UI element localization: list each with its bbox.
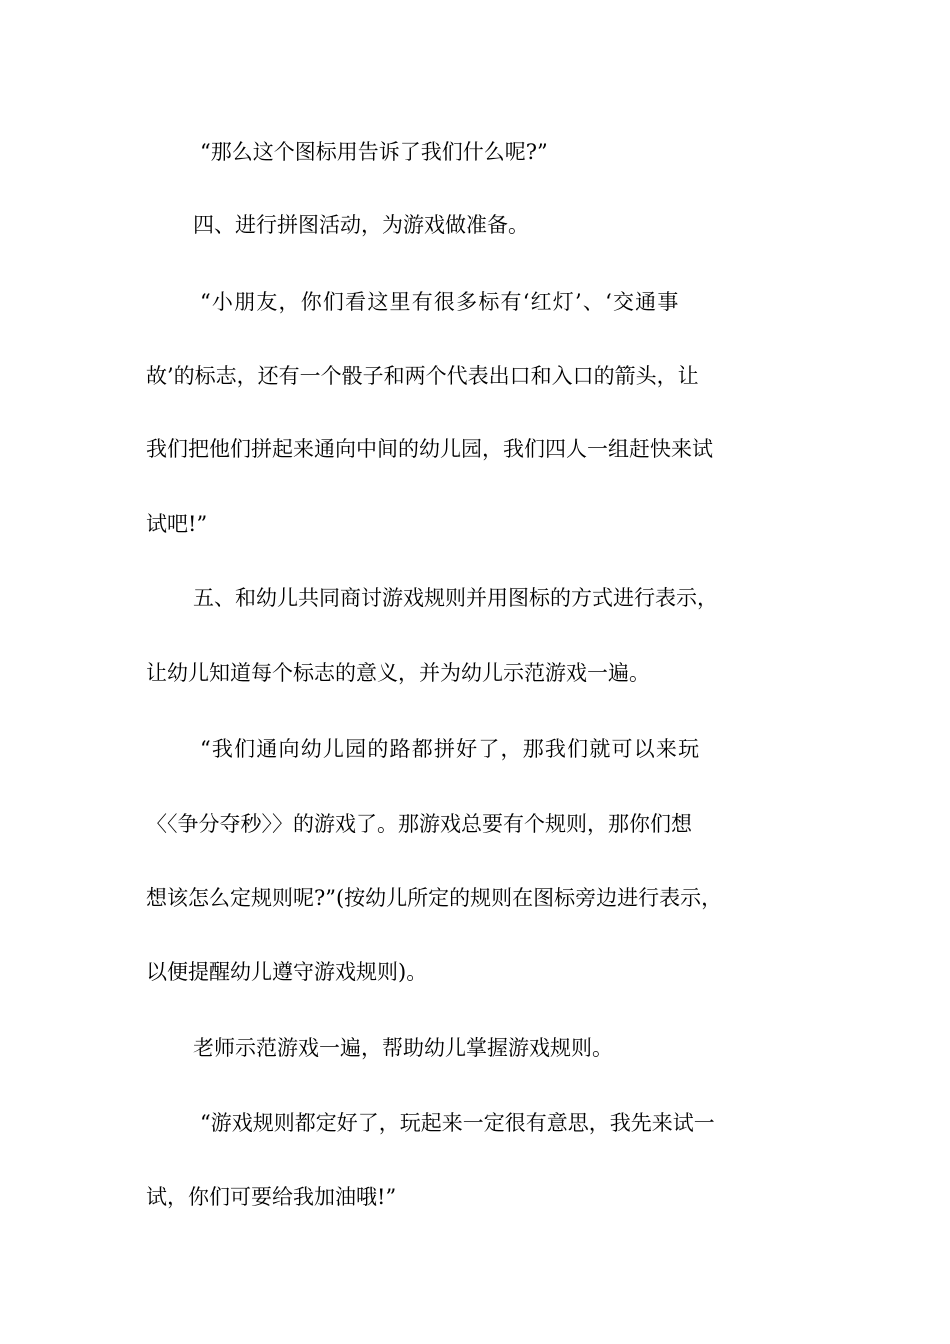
text-line-2: 四、进行拼图活动，为游戏做准备。 (193, 213, 529, 237)
text-line-8: 让幼儿知道每个标志的意义，并为幼儿示范游戏一遍。 (146, 661, 650, 685)
text-line-15: 试，你们可要给我加油哦!” (146, 1185, 397, 1209)
text-line-3: “小朋友，你们看这里有很多标有‘红灯’、‘交通事 (200, 290, 680, 314)
text-line-10: 〈〈争分夺秒〉〉的游戏了。那游戏总要有个规则，那你们想 (146, 812, 692, 836)
text-line-14: “游戏规则都定好了，玩起来一定很有意思，我先来试一 (200, 1111, 715, 1135)
text-line-5: 我们把他们拼起来通向中间的幼儿园，我们四人一组赶快来试 (146, 437, 713, 461)
text-line-9: “我们通向幼儿园的路都拼好了，那我们就可以来玩 (200, 737, 701, 761)
text-line-12: 以便提醒幼儿遵守游戏规则)。 (146, 960, 428, 984)
text-line-11: 想该怎么定规则呢?”(按幼儿所定的规则在图标旁边进行表示， (146, 886, 723, 910)
text-line-4: 故’的标志，还有一个骰子和两个代表出口和入口的箭头，让 (146, 364, 699, 388)
text-line-13: 老师示范游戏一遍，帮助幼儿掌握游戏规则。 (193, 1036, 613, 1060)
text-line-6: 试吧!” (146, 512, 208, 536)
text-line-1: “那么这个图标用告诉了我们什么呢?” (200, 140, 548, 164)
text-line-7: 五、和幼儿共同商讨游戏规则并用图标的方式进行表示， (193, 586, 718, 610)
